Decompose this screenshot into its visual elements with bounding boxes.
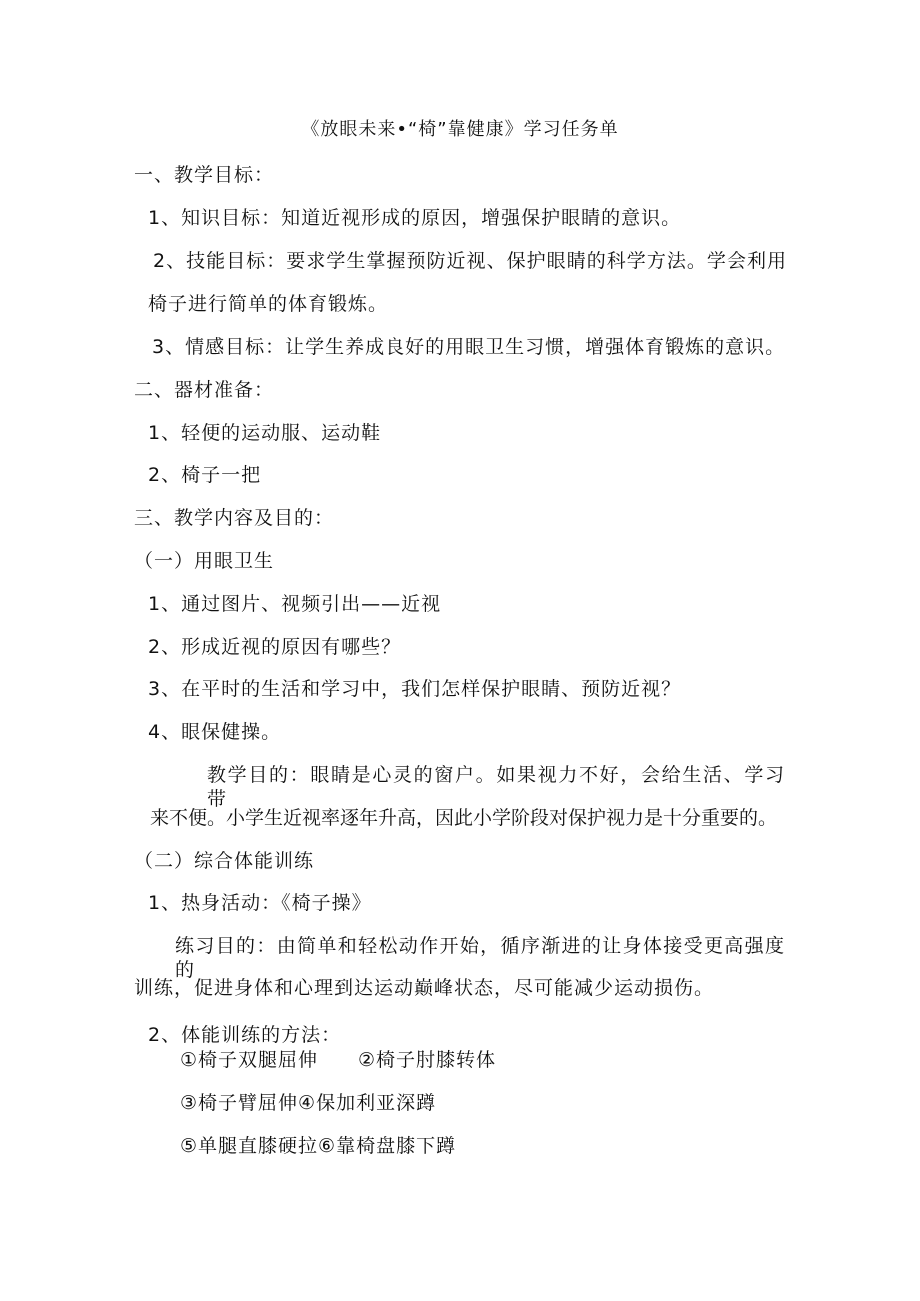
equipment-item: 2、椅子一把 [148, 464, 262, 486]
page-title: 《放眼未来•“椅”靠健康》学习任务单 [301, 119, 619, 140]
list-item: 2、体能训练的方法： [148, 1024, 342, 1046]
practice-purpose-line2: 训练，促进身体和心理到达运动巅峰状态，尽可能减少运动损伤。 [134, 977, 715, 999]
subsection-heading-eye-hygiene: （一）用眼卫生 [134, 550, 275, 572]
method-item: ①椅子双腿屈伸 [180, 1049, 319, 1071]
teaching-purpose-line2: 来不便。小学生近视率逐年升高，因此小学阶段对保护视力是十分重要的。 [150, 807, 778, 829]
list-item: 1、热身活动：《椅子操》 [148, 892, 372, 914]
practice-purpose-line1: 练习目的：由简单和轻松动作开始，循序渐进的让身体接受更高强度的 [175, 935, 785, 981]
goal-skill-line2: 椅子进行简单的体育锻炼。 [148, 293, 389, 315]
subsection-heading-fitness: （二）综合体能训练 [134, 850, 315, 872]
list-item: 2、形成近视的原因有哪些？ [148, 636, 402, 658]
list-item: 3、在平时的生活和学习中，我们怎样保护眼睛、预防近视？ [148, 678, 682, 700]
method-item: ⑤单腿直膝硬拉⑥靠椅盘膝下蹲 [180, 1135, 457, 1157]
goal-emotion: 3、情感目标：让学生养成良好的用眼卫生习惯，增强体育锻炼的意识。 [152, 336, 786, 358]
section-heading-goals: 一、教学目标： [134, 164, 275, 186]
list-item: 1、通过图片、视频引出——近视 [148, 593, 442, 615]
method-item: ②椅子肘膝转体 [358, 1049, 497, 1071]
section-heading-equipment: 二、器材准备： [134, 379, 275, 401]
section-heading-content: 三、教学内容及目的： [134, 507, 335, 529]
list-item: 4、眼保健操。 [148, 721, 282, 743]
goal-knowledge: 1、知识目标：知道近视形成的原因，增强保护眼睛的意识。 [148, 207, 682, 229]
goal-skill-line1: 2、技能目标：要求学生掌握预防近视、保护眼睛的科学方法。学会利用 [153, 250, 787, 272]
method-item: ③椅子臂屈伸④保加利亚深蹲 [180, 1092, 437, 1114]
equipment-item: 1、轻便的运动服、运动鞋 [148, 422, 382, 444]
teaching-purpose-line1: 教学目的：眼睛是心灵的窗户。如果视力不好，会给生活、学习带 [207, 764, 785, 810]
